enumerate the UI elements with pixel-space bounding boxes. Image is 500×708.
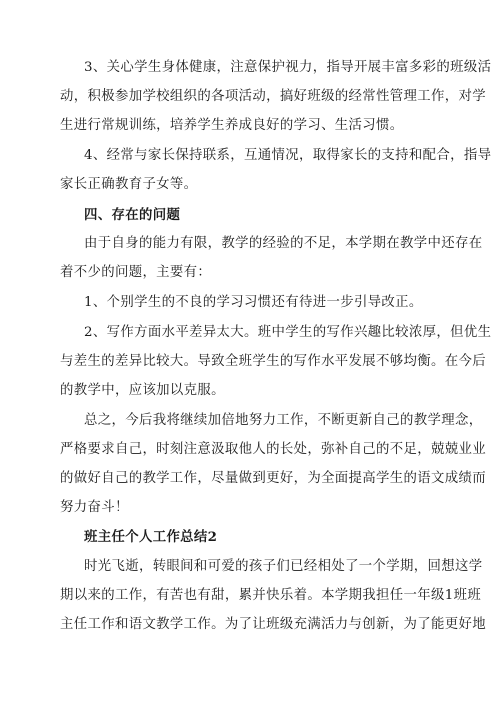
problems-intro-line-1: 由于自身的能力有限，教学的经验的不足，本学期在教学中还存在	[84, 236, 483, 251]
paragraph-4-line-2: 家长正确教育子女等。	[60, 177, 198, 192]
summary-line-2: 严格要求自己，时刻注意汲取他人的长处，弥补自己的不足，兢兢业业	[60, 442, 486, 457]
problems-intro-line-2: 着不少的问题，主要有：	[60, 265, 212, 280]
section-heading-problems: 四、存在的问题	[84, 207, 181, 223]
summary-line-3: 的做好自己的教学工作，尽量做到更好，为全面提高学生的语文成绩而	[60, 471, 486, 486]
problem-2-line-1: 2、写作方面水平差异太大。班中学生的写作兴趣比较浓厚，但优生	[84, 325, 492, 340]
summary-line-4: 努力奋斗！	[60, 500, 129, 515]
summary-line-1: 总之，今后我将继续加倍地努力工作，不断更新自己的教学理念，	[84, 413, 483, 428]
paragraph-3-line-1: 3、关心学生身体健康，注意保护视力，指导开展丰富多彩的班级活	[84, 60, 492, 75]
article-2-line-3: 主任工作和语文教学工作。为了让班级充满活力与创新，为了能更好地	[60, 617, 486, 632]
problem-2-line-3: 的教学中，应该加以克服。	[60, 383, 225, 398]
paragraph-3-line-3: 生进行常规训练，培养学生养成良好的学习、生活习惯。	[60, 118, 404, 133]
article-2-line-1: 时光飞逝，转眼间和可爱的孩子们已经相处了一个学期，回想这学	[84, 559, 483, 574]
problem-1-line-1: 1、个别学生的不良的学习习惯还有待进一步引导改正。	[84, 295, 423, 310]
article-2-title: 班主任个人工作总结2	[84, 529, 218, 545]
paragraph-3-line-2: 动，积极参加学校组织的各项活动，搞好班级的经常性管理工作，对学	[60, 89, 486, 104]
problem-2-line-2: 与差生的差异比较大。导致全班学生的写作水平发展不够均衡。在今后	[60, 354, 486, 369]
article-2-line-2: 期以来的工作，有苦也有甜，累并快乐着。本学期我担任一年级1班班	[60, 588, 482, 603]
paragraph-4-line-1: 4、经常与家长保持联系，互通情况，取得家长的支持和配合，指导	[84, 148, 492, 163]
